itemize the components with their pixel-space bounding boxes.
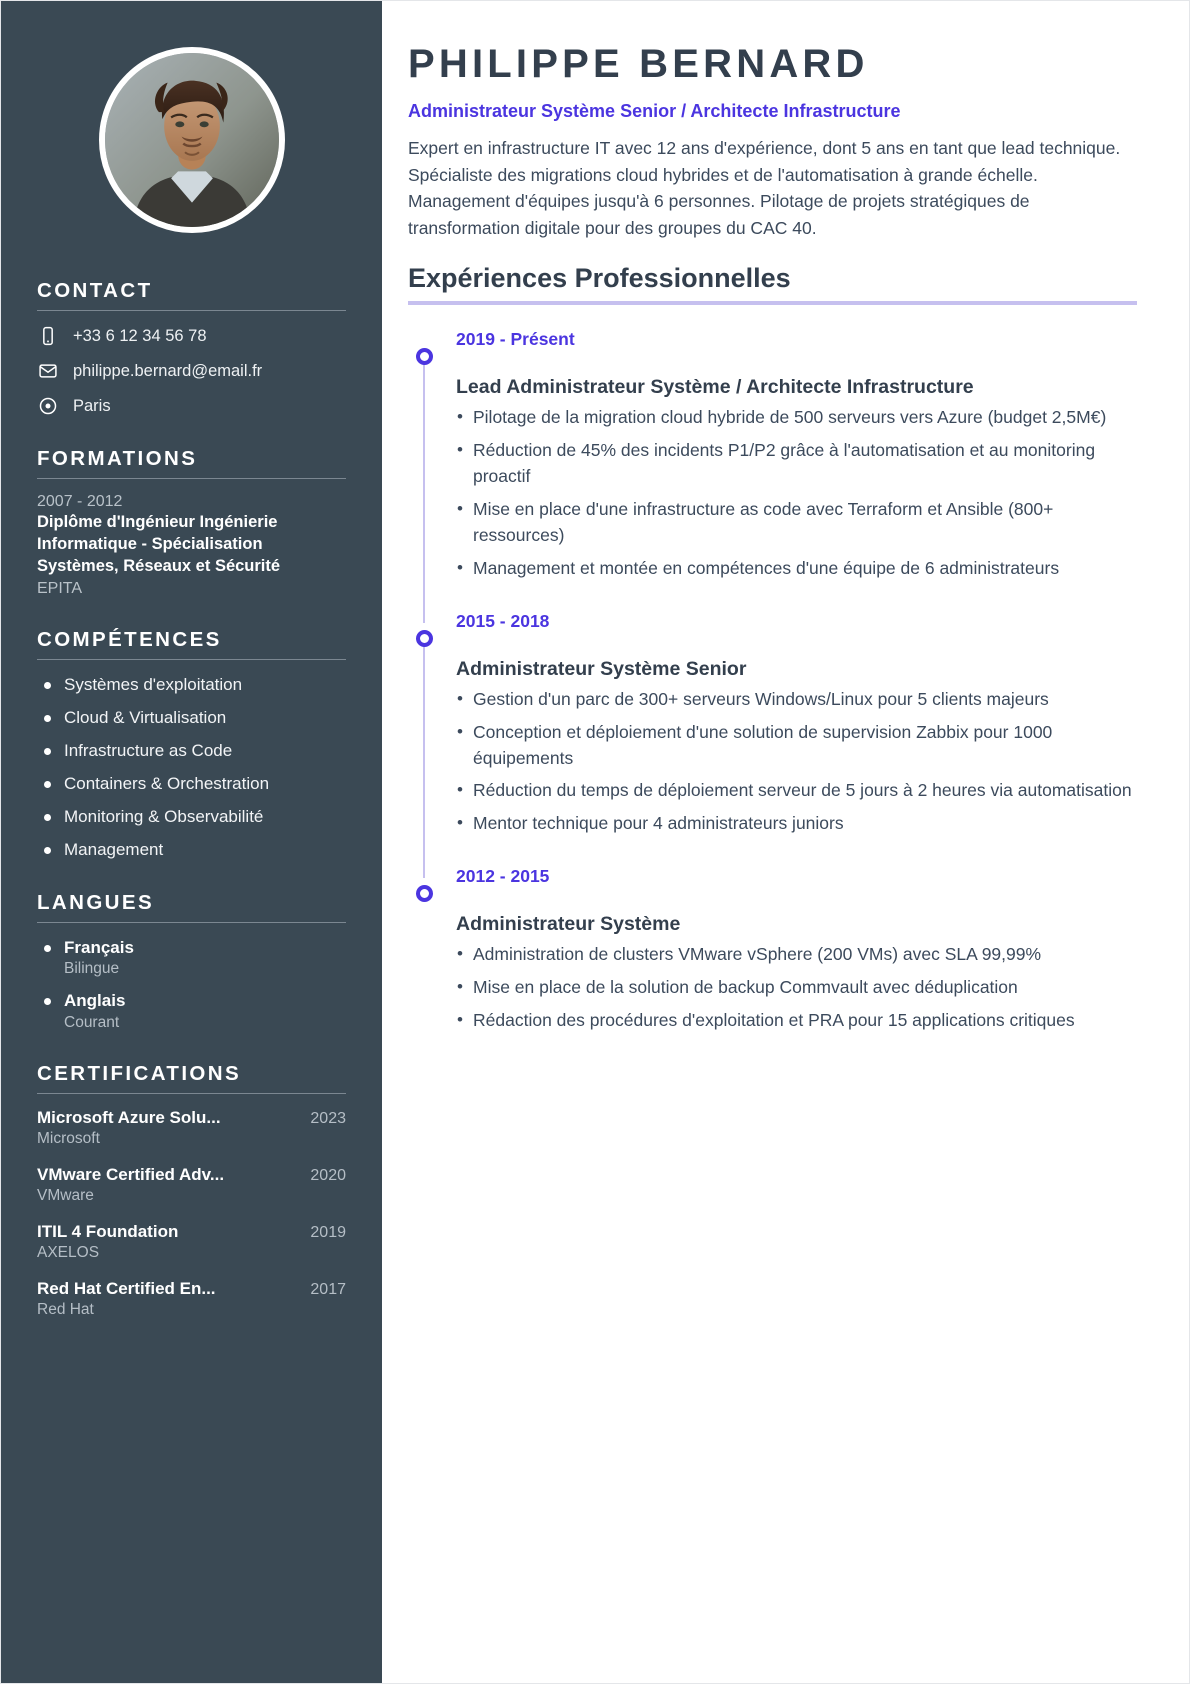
list-item: • Mentor technique pour 4 administrateurs juniors bbox=[456, 811, 1137, 837]
email-icon bbox=[37, 360, 59, 382]
contact-email[interactable] bbox=[37, 360, 346, 382]
list-item bbox=[37, 1222, 346, 1262]
formation-degree: Diplôme d'Ingénieur Ingénierie Informatique - Spécialisation Systèmes, Réseaux et Sécurité bbox=[37, 513, 281, 575]
sidebar bbox=[1, 1, 382, 1683]
experience-bullets bbox=[456, 942, 1137, 1034]
langues-section-title: LANGUES bbox=[37, 891, 155, 915]
competences-section bbox=[37, 628, 346, 862]
certification-year: 2017 bbox=[310, 1280, 346, 1298]
avatar bbox=[99, 47, 285, 233]
formations-section-title: FORMATIONS bbox=[37, 447, 198, 470]
list-item: Cloud & Virtualisation bbox=[37, 707, 346, 729]
certification-name: Red Hat Certified En... bbox=[37, 1278, 216, 1298]
experience-item bbox=[408, 866, 1137, 1063]
certification-name: Microsoft Azure Solu... bbox=[37, 1107, 221, 1127]
list-item: • Pilotage de la migration cloud hybride de 500 serveurs vers Azure (budget 2,5M€) bbox=[456, 405, 1137, 431]
section-divider bbox=[37, 1093, 346, 1094]
contact-email-value: philippe.bernard@email.fr bbox=[73, 361, 263, 380]
list-item bbox=[37, 937, 346, 978]
list-item: • Réduction de 45% des incidents P1/P2 grâce à l'automatisation et au monitoring proactif bbox=[456, 438, 1137, 490]
list-item bbox=[37, 1279, 346, 1319]
experience-period: 2015 - 2018 bbox=[456, 610, 550, 631]
contact-section-title: CONTACT bbox=[37, 279, 153, 302]
certification-year: 2019 bbox=[310, 1223, 346, 1241]
langues-section bbox=[37, 891, 346, 1031]
portrait-photo-icon bbox=[105, 53, 279, 227]
certification-issuer: Microsoft bbox=[37, 1129, 100, 1147]
contact-phone-value: +33 6 12 34 56 78 bbox=[73, 326, 207, 345]
list-item: Management bbox=[37, 839, 346, 861]
list-item: • Réduction du temps de déploiement serveur de 5 jours à 2 heures via automatisation bbox=[456, 778, 1137, 804]
experience-period: 2019 - Présent bbox=[456, 329, 575, 350]
main-content bbox=[382, 1, 1189, 1683]
experience-timeline bbox=[408, 329, 1137, 1062]
experience-bullets bbox=[456, 405, 1137, 581]
certification-issuer: Red Hat bbox=[37, 1300, 94, 1318]
contact-phone[interactable] bbox=[37, 325, 346, 347]
list-item bbox=[37, 1108, 346, 1148]
list-item: • Mise en place d'une infrastructure as code avec Terraform et Ansible (800+ ressources) bbox=[456, 497, 1137, 549]
timeline-marker-icon bbox=[416, 885, 433, 902]
timeline-marker-icon bbox=[416, 348, 433, 365]
language-name: Anglais bbox=[37, 990, 346, 1012]
experience-item bbox=[408, 611, 1137, 866]
list-item: • Administration de clusters VMware vSphere (200 VMs) avec SLA 99,99% bbox=[456, 942, 1137, 968]
competences-list bbox=[37, 674, 346, 862]
phone-icon bbox=[37, 325, 59, 347]
certification-header bbox=[37, 1279, 346, 1299]
list-item bbox=[37, 1165, 346, 1205]
certifications-section-title: CERTIFICATIONS bbox=[37, 1061, 242, 1085]
list-item bbox=[37, 990, 346, 1031]
section-underline bbox=[408, 301, 1137, 305]
certification-header bbox=[37, 1222, 346, 1242]
formation-school: EPITA bbox=[37, 579, 83, 597]
list-item: • Rédaction des procédures d'exploitation et PRA pour 15 applications critiques bbox=[456, 1008, 1137, 1034]
experience-section-title: Expériences Professionnelles bbox=[408, 263, 791, 294]
list-item: • Mise en place de la solution de backup Commvault avec déduplication bbox=[456, 975, 1137, 1001]
list-item: Systèmes d'exploitation bbox=[37, 674, 346, 696]
experience-role: Administrateur Système Senior bbox=[456, 657, 747, 680]
language-level: Bilingue bbox=[64, 960, 120, 978]
formations-section bbox=[37, 447, 346, 598]
certification-header bbox=[37, 1165, 346, 1185]
job-headline: Administrateur Système Senior / Architecte Infrastructure bbox=[408, 101, 901, 121]
avatar-container bbox=[37, 47, 346, 233]
certification-name: ITIL 4 Foundation bbox=[37, 1221, 179, 1241]
list-item: Infrastructure as Code bbox=[37, 740, 346, 762]
list-item: • Conception et déploiement d'une solution de supervision Zabbix pour 1000 équipements bbox=[456, 720, 1137, 772]
certification-issuer: AXELOS bbox=[37, 1243, 100, 1261]
certification-year: 2020 bbox=[310, 1166, 346, 1184]
experience-bullets bbox=[456, 687, 1137, 837]
competences-section-title: COMPÉTENCES bbox=[37, 627, 222, 651]
language-name: Français bbox=[37, 937, 346, 959]
timeline-marker-icon bbox=[416, 630, 433, 647]
formation-period: 2007 - 2012 bbox=[37, 493, 123, 510]
list-item: Containers & Orchestration bbox=[37, 773, 346, 795]
contact-section bbox=[37, 279, 346, 417]
experience-role: Lead Administrateur Système / Architecte Infrastructure bbox=[456, 376, 974, 399]
formation-item bbox=[37, 493, 346, 598]
list-item: Monitoring & Observabilité bbox=[37, 806, 346, 828]
section-divider bbox=[37, 310, 346, 311]
experience-item bbox=[408, 329, 1137, 610]
experience-period: 2012 - 2015 bbox=[456, 866, 550, 887]
certification-year: 2023 bbox=[310, 1109, 346, 1127]
section-divider bbox=[37, 922, 346, 923]
contact-location-value: Paris bbox=[73, 396, 111, 415]
list-item: • Management et montée en compétences d'une équipe de 6 administrateurs bbox=[456, 556, 1137, 582]
section-divider bbox=[37, 478, 346, 479]
page-title: PHILIPPE BERNARD bbox=[408, 42, 869, 86]
certification-name: VMware Certified Adv... bbox=[37, 1164, 225, 1184]
certification-header bbox=[37, 1108, 346, 1128]
location-icon bbox=[37, 395, 59, 417]
contact-location[interactable] bbox=[37, 395, 346, 417]
section-divider bbox=[37, 659, 346, 660]
certification-issuer: VMware bbox=[37, 1186, 94, 1204]
list-item: • Gestion d'un parc de 300+ serveurs Windows/Linux pour 5 clients majeurs bbox=[456, 687, 1137, 713]
language-level: Courant bbox=[64, 1013, 120, 1031]
profile-summary: Expert en infrastructure IT avec 12 ans d'expérience, dont 5 ans en tant que lead technique. Spécialiste des migrations cloud hybrides et de l'automatisation à grande échelle. Management d'équipes jusqu'à 6 personnes. Pilotage de projets stratégiques de transformation digitale pour des groupes du CAC 40. bbox=[408, 138, 1121, 238]
certifications-section bbox=[37, 1062, 346, 1319]
experience-role: Administrateur Système bbox=[456, 913, 681, 936]
